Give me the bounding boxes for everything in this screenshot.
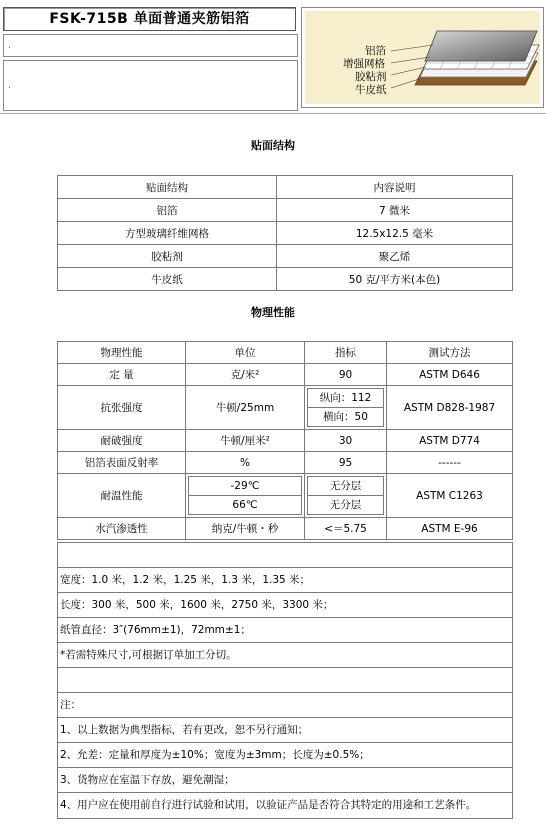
structure-header-cell: 内容说明 bbox=[277, 176, 513, 199]
structure-cell: 牛皮纸 bbox=[58, 268, 277, 291]
notes-core: 纸管直径：3″(76mm±1)，72mm±1； bbox=[58, 617, 512, 642]
split-inner bbox=[188, 476, 302, 515]
blank-mark-1: . bbox=[8, 41, 11, 51]
table-row bbox=[58, 222, 513, 245]
physical-header-cell: 物理性能 bbox=[58, 342, 186, 364]
table-row bbox=[58, 474, 513, 518]
blank-mark-2: . bbox=[8, 81, 11, 91]
physical-cell: ------ bbox=[387, 452, 513, 474]
temp-high-result: 无分层 bbox=[329, 499, 362, 511]
table-row bbox=[58, 364, 513, 386]
structure-table bbox=[57, 175, 513, 291]
label-mesh: 增强网格 bbox=[343, 58, 385, 70]
physical-cell: 定 量 bbox=[58, 364, 186, 386]
tensile-longitudinal: 纵向：112 bbox=[308, 389, 383, 408]
physical-cell: 牛顿/厘米² bbox=[186, 430, 305, 452]
physical-cell: ASTM D646 bbox=[387, 364, 513, 386]
structure-cell: 胶粘剂 bbox=[58, 245, 277, 268]
table-row bbox=[58, 452, 513, 474]
notes-label: 注： bbox=[58, 692, 512, 717]
structure-header-cell: 贴面结构 bbox=[58, 176, 277, 199]
notes-item-1: 1、以上数据为典型指标，若有更改，恕不另行通知； bbox=[58, 717, 512, 742]
table-row bbox=[58, 430, 513, 452]
split-inner bbox=[307, 476, 384, 515]
physical-cell: 克/米² bbox=[186, 364, 305, 386]
label-kraft: 牛皮纸 bbox=[355, 84, 387, 96]
structure-cell: 铝箔 bbox=[58, 199, 277, 222]
physical-cell-split bbox=[305, 474, 387, 518]
table-row bbox=[58, 342, 513, 364]
table-row bbox=[58, 518, 513, 540]
label-adhesive: 胶粘剂 bbox=[355, 71, 387, 83]
physical-header-cell: 指标 bbox=[305, 342, 387, 364]
physical-cell: 抗张强度 bbox=[58, 386, 186, 430]
physical-cell-split bbox=[186, 474, 305, 518]
notes-item-3: 3、货物应在室温下存放，避免潮湿； bbox=[58, 767, 512, 792]
physical-table bbox=[57, 341, 513, 540]
structure-cell: 聚乙烯 bbox=[277, 245, 513, 268]
physical-cell: ASTM D828-1987 bbox=[387, 386, 513, 430]
physical-cell: 30 bbox=[305, 430, 387, 452]
table-row bbox=[58, 386, 513, 430]
notes-length: 长度：300 米，500 米，1600 米，2750 米，3300 米； bbox=[58, 592, 512, 617]
notes-width: 宽度：1.0 米，1.2 米，1.25 米，1.3 米，1.35 米； bbox=[58, 567, 512, 592]
structure-cell: 7 微米 bbox=[277, 199, 513, 222]
physical-cell: ASTM C1263 bbox=[387, 474, 513, 518]
physical-cell: 耐温性能 bbox=[58, 474, 186, 518]
table-row bbox=[58, 199, 513, 222]
notes-blank-row bbox=[58, 667, 512, 692]
blank-field-2 bbox=[3, 60, 298, 111]
table-row bbox=[58, 176, 513, 199]
temp-low: -29℃ bbox=[189, 477, 301, 496]
product-title-box bbox=[3, 7, 296, 31]
layer-diagram bbox=[305, 11, 540, 104]
physical-cell: 铝箔表面反射率 bbox=[58, 452, 186, 474]
table-row bbox=[58, 245, 513, 268]
physical-cell: 耐破强度 bbox=[58, 430, 186, 452]
table-row bbox=[58, 268, 513, 291]
physical-cell: ASTM E-96 bbox=[387, 518, 513, 540]
label-foil: 铝箔 bbox=[365, 45, 386, 57]
section-title-physical: 物理性能 bbox=[251, 306, 295, 319]
physical-cell: 95 bbox=[305, 452, 387, 474]
physical-cell: ASTM D774 bbox=[387, 430, 513, 452]
notes-special: *若需特殊尺寸,可根据订单加工分切。 bbox=[58, 642, 512, 667]
temp-low-result: 无分层 bbox=[308, 477, 383, 496]
foil-layer bbox=[425, 31, 537, 61]
physical-cell: 水汽渗透性 bbox=[58, 518, 186, 540]
physical-cell: % bbox=[186, 452, 305, 474]
notes-item-2: 2、允差：定量和厚度为±10%；宽度为±3mm；长度为±0.5%； bbox=[58, 742, 512, 767]
product-title: FSK-715B 单面普通夹筋铝箔 bbox=[49, 11, 250, 27]
physical-cell: <＝5.75 bbox=[305, 518, 387, 540]
physical-header-cell: 单位 bbox=[186, 342, 305, 364]
physical-cell: 牛顿/25mm bbox=[186, 386, 305, 430]
structure-cell: 方型玻璃纤维网格 bbox=[58, 222, 277, 245]
notes-block bbox=[57, 542, 513, 819]
header-divider bbox=[0, 113, 546, 114]
temp-high: 66℃ bbox=[232, 499, 258, 511]
notes-blank-row bbox=[58, 543, 512, 567]
notes-item-4: 4、用户应在使用前自行进行试验和试用，以验证产品是否符合其特定的用途和工艺条件。 bbox=[58, 792, 512, 818]
structure-cell: 50 克/平方米(本色) bbox=[277, 268, 513, 291]
physical-cell-split bbox=[305, 386, 387, 430]
structure-cell: 12.5x12.5 毫米 bbox=[277, 222, 513, 245]
tensile-transverse: 横向：50 bbox=[323, 411, 368, 423]
physical-cell: 90 bbox=[305, 364, 387, 386]
physical-header-cell: 测试方法 bbox=[387, 342, 513, 364]
physical-cell: 纳克/牛顿・秒 bbox=[186, 518, 305, 540]
layer-diagram-svg bbox=[305, 11, 540, 104]
section-title-structure: 贴面结构 bbox=[251, 139, 295, 152]
layer-diagram-frame bbox=[301, 7, 544, 108]
blank-field-1 bbox=[3, 34, 298, 57]
split-inner bbox=[307, 388, 384, 427]
